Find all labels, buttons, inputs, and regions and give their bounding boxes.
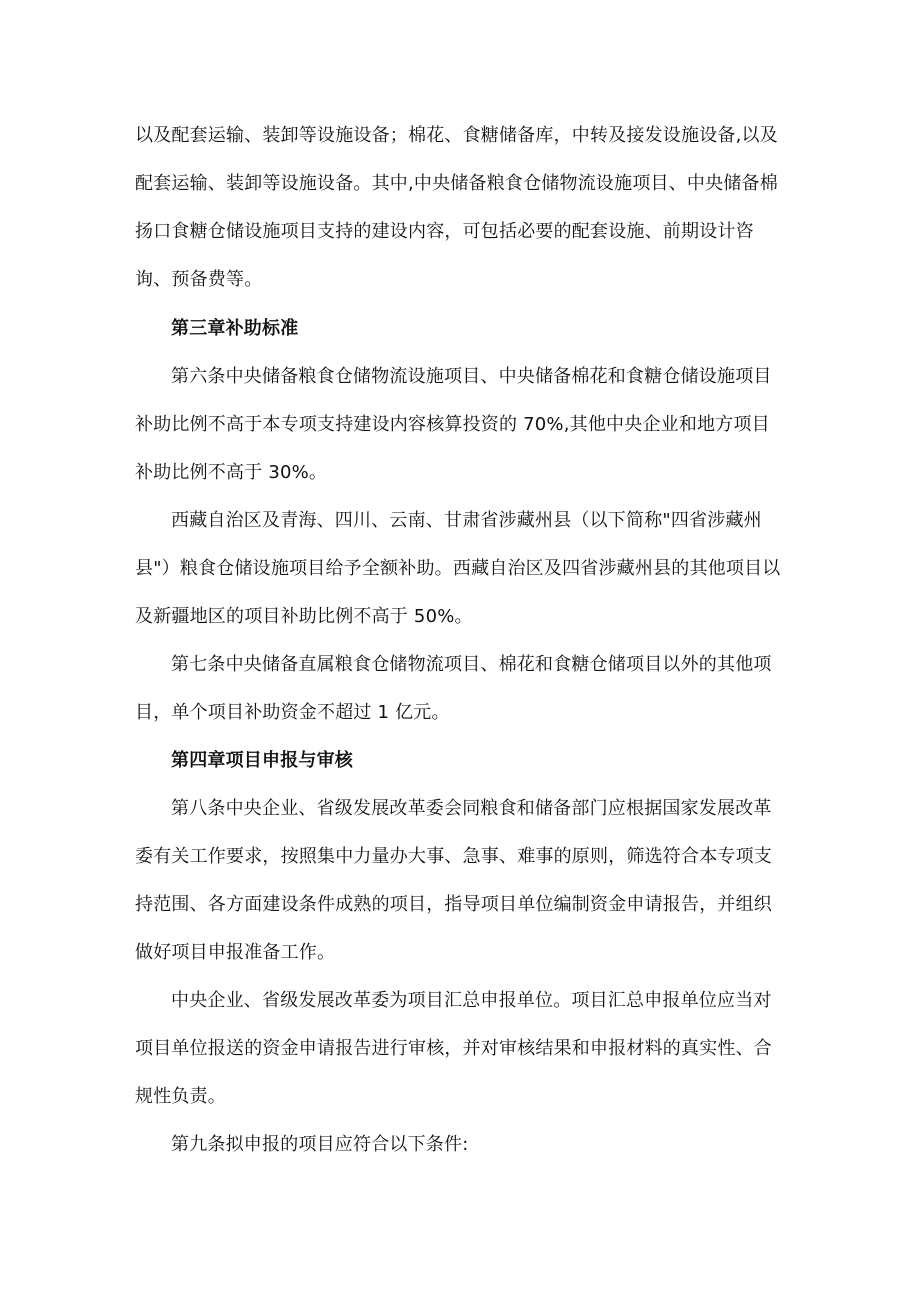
- chapter-3-heading: 第三章补助标准: [171, 318, 299, 339]
- article-9-paragraph: 第九条拟申报的项目应符合以下条件:: [171, 1134, 469, 1155]
- chapter-4-heading: 第四章项目申报与审核: [171, 750, 353, 771]
- summary-unit-paragraph: 中央企业、省级发展改革委为项目汇总申报单位。项目汇总申报单位应当对项目单位报送的资金申请报告进行审核，并对审核结果和申报材料的真实性、合规性负责。: [135, 990, 772, 1107]
- article-8-paragraph: 第八条中央企业、省级发展改革委会同粮食和储备部门应根据国家发展改革委有关工作要求，按照集中力量办大事、急事、难事的原则，筛选符合本专项支持范围、各方面建设条件成熟的项目，指导项目单位编制资金申请报告，并组织做好项目申报准备工作。: [135, 798, 772, 963]
- paragraph-facilities-continued: 以及配套运输、装卸等设施设备；棉花、食糖储备库，中转及接发设施设备,以及配套运输、装卸等设施设备。其中,中央储备粮食仓储物流设施项目、中央储备棉扬口食糖仓储设施项目支持的建设内容，可包括必要的配套设施、前期设计咨询、预备费等。: [135, 125, 778, 290]
- tibet-subsidy-paragraph: 西藏自治区及青海、四川、云南、甘肃省涉藏州县（以下简称"四省涉藏州县"）粮食仓储设施项目给予全额补助。西藏自治区及四省涉藏州县的其他项目以及新疆地区的项目补助比例不高于 50%。: [135, 510, 781, 627]
- article-7-paragraph: 第七条中央储备直属粮食仓储物流项目、棉花和食糖仓储项目以外的其他项目，单个项目补助资金不超过 1 亿元。: [135, 654, 772, 723]
- article-6-paragraph: 第六条中央储备粮食仓储物流设施项目、中央储备棉花和食糖仓储设施项目补助比例不高于本专项支持建设内容核算投资的 70%,其他中央企业和地方项目补助比例不高于 30%。: [135, 366, 772, 483]
